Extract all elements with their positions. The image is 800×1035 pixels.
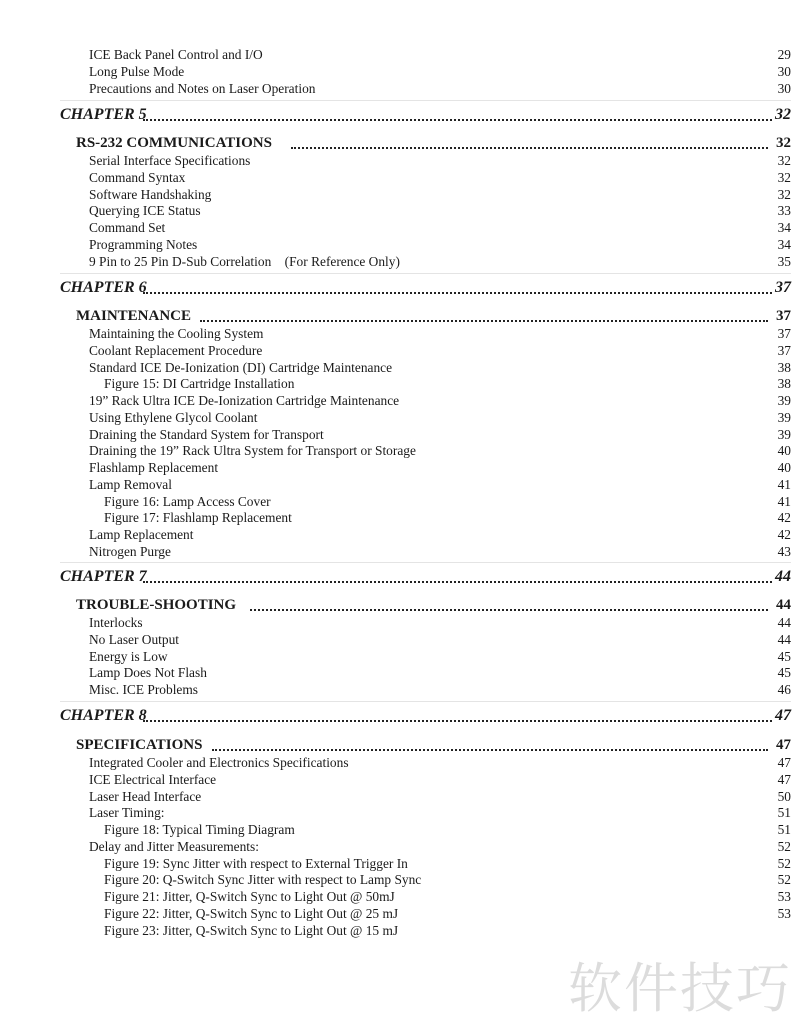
toc-entry-title: Energy is Low xyxy=(89,648,168,664)
toc-entry-page: 52 xyxy=(777,855,791,871)
toc-entry-title: Draining the 19” Rack Ultra System for Transport or Storage xyxy=(89,443,416,459)
toc-entry[interactable] xyxy=(0,543,800,561)
toc-entry-title: Figure 20: Q-Switch Sync Jitter with respect to Lamp Sync xyxy=(104,872,422,888)
chapter-title: CHAPTER 8 xyxy=(60,707,147,724)
toc-entry[interactable] xyxy=(0,459,800,477)
toc-entry-page: 30 xyxy=(777,64,791,79)
chapter-page: 44 xyxy=(775,568,791,585)
toc-section-rs232[interactable] xyxy=(0,134,800,152)
toc-entry-title: ICE Back Panel Control and I/O xyxy=(89,47,263,62)
toc-entry[interactable] xyxy=(0,804,800,822)
toc-entry-page: 51 xyxy=(777,822,791,837)
toc-entry[interactable] xyxy=(0,392,800,410)
divider xyxy=(60,701,791,702)
toc-entry[interactable] xyxy=(0,681,800,699)
toc-entry-title: Figure 15: DI Cartridge Installation xyxy=(104,376,295,392)
toc-entry[interactable] xyxy=(0,664,800,682)
toc-entry-page: 33 xyxy=(777,203,791,219)
toc-entry-page: 52 xyxy=(777,838,791,854)
toc-section-specifications[interactable] xyxy=(0,736,800,754)
toc-entry[interactable] xyxy=(0,46,800,64)
toc-chapter-8[interactable] xyxy=(0,707,800,725)
toc-entry[interactable] xyxy=(0,409,800,427)
toc-entry[interactable] xyxy=(0,253,800,271)
toc-entry-title: Laser Timing: xyxy=(89,805,165,821)
toc-entry-title: Lamp Replacement xyxy=(89,527,194,542)
toc-entry-page: 50 xyxy=(777,788,791,804)
toc-entry-title: Draining the Standard System for Transport xyxy=(89,426,324,442)
toc-entry-title: Standard ICE De-Ionization (DI) Cartridge Maintenance xyxy=(89,359,393,375)
toc-entry-page: 32 xyxy=(777,186,791,202)
toc-entry-page: 42 xyxy=(777,510,791,526)
dot-leader xyxy=(143,720,772,722)
section-page: 32 xyxy=(776,135,791,151)
toc-entry-page: 41 xyxy=(777,476,791,492)
toc-entry[interactable] xyxy=(0,788,800,806)
toc-entry-page: 52 xyxy=(777,872,791,888)
toc-chapter-7[interactable] xyxy=(0,568,800,586)
toc-entry-page: 43 xyxy=(777,543,791,559)
toc-entry-page: 32 xyxy=(777,169,791,185)
toc-entry-page: 51 xyxy=(777,805,791,821)
toc-entry-title: Laser Head Interface xyxy=(89,788,202,804)
toc-entry-page: 38 xyxy=(777,376,791,392)
toc-entry-title: ICE Electrical Interface xyxy=(89,771,217,787)
section-page: 37 xyxy=(776,308,791,324)
toc-entry[interactable] xyxy=(0,614,800,632)
toc-entry[interactable] xyxy=(0,648,800,666)
toc-entry-title: Lamp Does Not Flash xyxy=(89,665,207,681)
chapter-page: 47 xyxy=(775,707,791,724)
toc-entry-title: Integrated Cooler and Electronics Specifications xyxy=(89,755,349,770)
divider xyxy=(60,100,791,101)
toc-entry-page: 32 xyxy=(777,153,791,168)
toc-entry-page: 39 xyxy=(777,393,791,408)
toc-entry-title: Lamp Removal xyxy=(89,476,172,492)
chapter-title: CHAPTER 5 xyxy=(60,106,147,123)
toc-entry-title: 19” Rack Ultra ICE De-Ionization Cartridge Maintenance xyxy=(89,393,400,408)
toc-entry-page: 37 xyxy=(777,342,791,358)
toc-entry[interactable] xyxy=(0,219,800,237)
toc-entry-title: No Laser Output xyxy=(89,631,179,647)
toc-entry-title: Maintaining the Cooling System xyxy=(89,326,264,341)
toc-entry-title: Figure 22: Jitter, Q-Switch Sync to Light Out @ 25 mJ xyxy=(104,905,399,921)
chapter-page: 37 xyxy=(775,279,791,296)
dot-leader xyxy=(143,119,772,121)
toc-entry-page: 34 xyxy=(777,220,791,236)
toc-entry-page: 47 xyxy=(777,771,791,787)
toc-entry-page: 41 xyxy=(777,493,791,509)
toc-entry-page: 39 xyxy=(777,409,791,425)
toc-entry[interactable] xyxy=(0,426,800,444)
toc-entry-title: Figure 19: Sync Jitter with respect to External Trigger In xyxy=(104,855,408,871)
toc-entry[interactable] xyxy=(0,186,800,204)
toc-chapter-6[interactable] xyxy=(0,279,800,297)
toc-entry-title: Flashlamp Replacement xyxy=(89,460,219,475)
toc-entry[interactable] xyxy=(0,342,800,360)
section-page: 44 xyxy=(776,597,791,613)
toc-entry[interactable] xyxy=(0,838,800,856)
toc-entry-title: Nitrogen Purge xyxy=(89,543,171,559)
toc-entry-title: Programming Notes xyxy=(89,237,198,252)
toc-chapter-5[interactable] xyxy=(0,106,800,124)
toc-entry[interactable] xyxy=(0,509,800,527)
section-title: RS-232 COMMUNICATIONS xyxy=(76,135,272,151)
toc-entry[interactable] xyxy=(0,771,800,789)
toc-entry-title: Querying ICE Status xyxy=(89,203,201,219)
toc-entry[interactable] xyxy=(0,888,800,906)
toc-entry-title: Software Handshaking xyxy=(89,186,212,202)
toc-entry-title: Figure 16: Lamp Access Cover xyxy=(104,493,271,509)
toc-entry[interactable] xyxy=(0,855,800,873)
toc-entry-page: 34 xyxy=(777,237,791,252)
chapter-page: 32 xyxy=(775,106,791,123)
section-title: MAINTENANCE xyxy=(76,308,192,324)
toc-entry-page: 53 xyxy=(777,905,791,921)
toc-entry[interactable] xyxy=(0,922,800,940)
toc-entry[interactable] xyxy=(0,63,800,81)
toc-entry-title: Precautions and Notes on Laser Operation xyxy=(89,81,316,96)
toc-entry[interactable] xyxy=(0,821,800,839)
toc-entry-page: 47 xyxy=(777,755,791,770)
toc-entry[interactable] xyxy=(0,905,800,923)
toc-entry-page: 37 xyxy=(777,326,791,341)
toc-entry[interactable] xyxy=(0,325,800,343)
toc-entry-title: Long Pulse Mode xyxy=(89,64,185,79)
chapter-title: CHAPTER 6 xyxy=(60,279,147,296)
toc-entry-page: 38 xyxy=(777,359,791,375)
toc-entry-title: Misc. ICE Problems xyxy=(89,682,198,698)
toc-entry[interactable] xyxy=(0,754,800,772)
toc-entry-page: 30 xyxy=(777,81,791,96)
dot-leader xyxy=(143,292,772,294)
toc-entry[interactable] xyxy=(0,442,800,460)
toc-entry-title: Command Syntax xyxy=(89,169,186,185)
toc-entry-page: 42 xyxy=(777,527,791,542)
toc-entry[interactable] xyxy=(0,169,800,187)
toc-entry-title: 9 Pin to 25 Pin D-Sub Correlation (For Reference Only) xyxy=(89,253,400,269)
toc-entry-title: Figure 17: Flashlamp Replacement xyxy=(104,510,292,526)
watermark: 软件技巧 xyxy=(568,957,792,1020)
section-title: TROUBLE-SHOOTING xyxy=(76,597,237,613)
toc-entry-page: 39 xyxy=(777,426,791,442)
toc-entry-page: 35 xyxy=(777,253,791,269)
toc-entry-title: Serial Interface Specifications xyxy=(89,153,251,168)
toc-entry-page: 53 xyxy=(777,889,791,904)
toc-entry-page: 45 xyxy=(777,665,791,681)
toc-entry[interactable] xyxy=(0,359,800,377)
toc-entry-title: Figure 23: Jitter, Q-Switch Sync to Light Out @ 15 mJ xyxy=(104,922,399,938)
toc-entry[interactable] xyxy=(0,375,800,393)
toc-entry-page: 29 xyxy=(777,47,791,62)
divider xyxy=(60,562,791,563)
toc-section-troubleshooting[interactable] xyxy=(0,596,800,614)
toc-entry[interactable] xyxy=(0,202,800,220)
section-title: SPECIFICATIONS xyxy=(76,737,203,753)
toc-entry-page: 44 xyxy=(777,631,791,647)
toc-entry[interactable] xyxy=(0,152,800,170)
toc-entry[interactable] xyxy=(0,493,800,511)
toc-entry[interactable] xyxy=(0,631,800,649)
dot-leader xyxy=(291,147,768,149)
dot-leader xyxy=(200,320,768,322)
toc-entry-page: 40 xyxy=(777,443,791,459)
toc-entry[interactable] xyxy=(0,526,800,544)
dot-leader xyxy=(143,581,772,583)
toc-entry[interactable] xyxy=(0,476,800,494)
toc-entry[interactable] xyxy=(0,80,800,98)
toc-entry-page: 44 xyxy=(777,615,791,630)
section-page: 47 xyxy=(776,737,791,753)
toc-entry-title: Coolant Replacement Procedure xyxy=(89,342,263,358)
chapter-title: CHAPTER 7 xyxy=(60,568,147,585)
divider xyxy=(60,273,791,274)
toc-entry[interactable] xyxy=(0,871,800,889)
toc-entry-title: Figure 21: Jitter, Q-Switch Sync to Light Out @ 50mJ xyxy=(104,889,395,904)
toc-entry-title: Using Ethylene Glycol Coolant xyxy=(89,409,258,425)
toc-entry-page: 46 xyxy=(777,682,791,698)
toc-entry-page: 45 xyxy=(777,648,791,664)
dot-leader xyxy=(212,749,768,751)
toc-entry-title: Delay and Jitter Measurements: xyxy=(89,838,259,854)
dot-leader xyxy=(250,609,768,611)
toc-entry-title: Command Set xyxy=(89,220,166,236)
toc-section-maintenance[interactable] xyxy=(0,307,800,325)
toc-entry-title: Interlocks xyxy=(89,615,143,630)
toc-entry-title: Figure 18: Typical Timing Diagram xyxy=(104,822,295,837)
toc-entry[interactable] xyxy=(0,236,800,254)
toc-entry-page: 40 xyxy=(777,460,791,475)
